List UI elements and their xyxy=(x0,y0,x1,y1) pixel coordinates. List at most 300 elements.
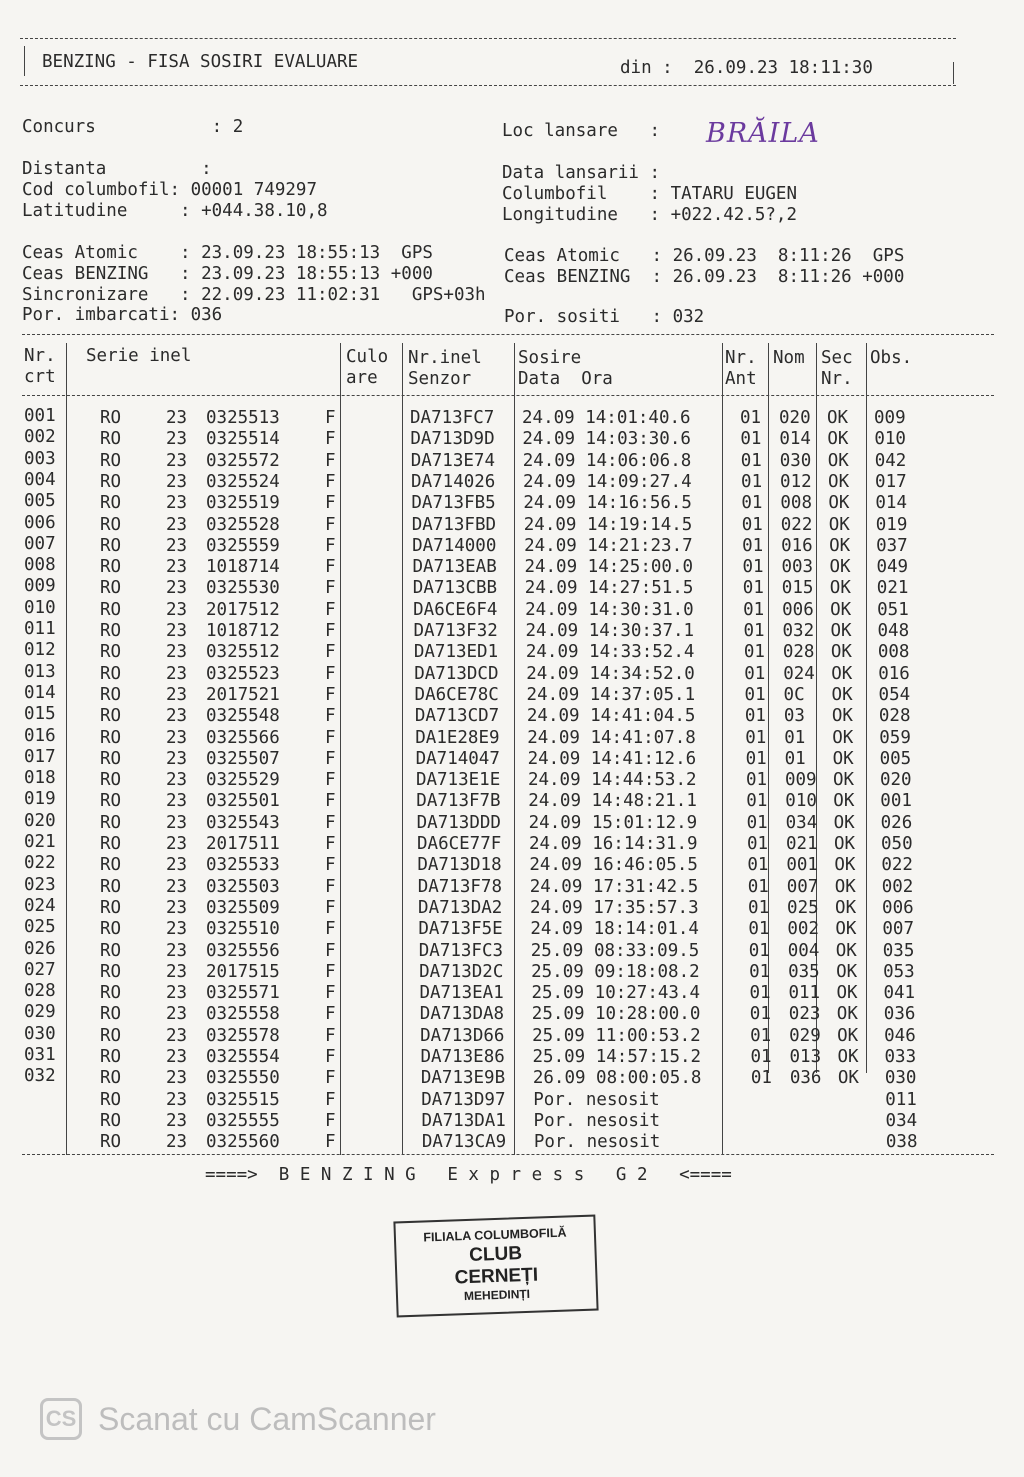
cell-antenna: 01 xyxy=(750,1068,772,1089)
cell-year: 23 xyxy=(166,684,188,705)
cell-country: RO xyxy=(100,727,122,748)
cell-sensor: DA713FB5 xyxy=(411,493,496,514)
cell-sex: F xyxy=(325,408,336,428)
cell-obs: 048 xyxy=(877,621,910,641)
cell-nr: 029 xyxy=(24,1002,56,1023)
cell-sex: F xyxy=(325,471,336,492)
cell-nom: 013 xyxy=(789,1047,822,1067)
cell-arrival: 26.09 08:00:05.8 xyxy=(532,1068,702,1089)
cell-nom: 029 xyxy=(789,1025,821,1046)
cell-arrival: 24.09 14:48:21.1 xyxy=(528,791,697,812)
cell-nom: 034 xyxy=(785,812,818,833)
cell-sensor: DA713F32 xyxy=(413,621,498,641)
cell-ring: 1018714 xyxy=(206,557,280,578)
report-date xyxy=(620,58,873,78)
data-lansarii: Data lansarii : xyxy=(502,163,661,183)
cell-antenna: 01 xyxy=(746,812,768,833)
cell-year: 23 xyxy=(166,919,188,940)
cell-nr: 011 xyxy=(24,619,56,639)
cell-sex: F xyxy=(325,663,336,684)
cell-ring: 0325578 xyxy=(206,1025,280,1046)
cell-obs: 053 xyxy=(883,961,915,982)
cell-country: RO xyxy=(100,642,122,663)
cell-sensor: DA713D18 xyxy=(417,855,502,876)
header-nrinel-2: Senzor xyxy=(408,369,472,389)
cell-antenna: 01 xyxy=(742,578,764,599)
cell-sensor: DA713D9D xyxy=(410,429,495,450)
cell-ring: 0325548 xyxy=(206,706,280,727)
cell-nr: 030 xyxy=(24,1023,56,1044)
cell-year: 23 xyxy=(166,727,188,748)
cell-year: 23 xyxy=(166,897,188,918)
cell-obs: 054 xyxy=(878,684,911,705)
col-divider xyxy=(402,343,403,1155)
cell-sensor: DA713EAB xyxy=(412,557,497,578)
cell-antenna: 01 xyxy=(747,855,769,876)
cell-antenna: 01 xyxy=(747,876,769,897)
cell-year: 23 xyxy=(166,1068,188,1089)
cell-nom: 03 xyxy=(783,706,805,727)
cell-ring: 1018712 xyxy=(206,621,280,641)
table-top-rule xyxy=(22,334,994,335)
header-box xyxy=(20,38,956,92)
cell-antenna: 01 xyxy=(743,599,765,620)
cell-sensor: DA713F5E xyxy=(418,919,503,940)
col-divider xyxy=(514,343,515,1155)
cell-ring: 0325554 xyxy=(206,1047,280,1067)
cell-year: 23 xyxy=(166,450,188,471)
cell-country: RO xyxy=(100,578,122,599)
cell-sec: OK xyxy=(828,493,850,514)
club-stamp xyxy=(393,1215,598,1318)
cell-nr: 028 xyxy=(24,981,56,1002)
cell-arrival: 24.09 14:01:40.6 xyxy=(522,408,691,428)
header-left-bar xyxy=(24,46,25,76)
cell-obs: 017 xyxy=(875,471,907,492)
cell-nom: 008 xyxy=(780,493,812,514)
cell-antenna: 01 xyxy=(743,621,765,641)
cell-obs: 042 xyxy=(874,450,907,471)
cell-ring: 0325519 xyxy=(206,493,280,514)
cell-arrival: 24.09 15:01:12.9 xyxy=(528,812,698,833)
stamp-line-4: MEHEDINȚI xyxy=(463,1286,531,1304)
cell-arrival: 25.09 08:33:09.5 xyxy=(530,940,700,961)
cell-sec: OK xyxy=(831,684,853,705)
cell-ring: 0325528 xyxy=(206,514,280,535)
cell-sex: F xyxy=(325,535,336,556)
cell-sensor: DA713D97 xyxy=(421,1089,506,1110)
cell-nr: 032 xyxy=(24,1066,56,1087)
cell-year: 23 xyxy=(166,961,188,982)
loc-lansare-handwritten: BRĂILA xyxy=(706,118,820,149)
cell-antenna: 01 xyxy=(749,961,771,982)
cell-sec: OK xyxy=(835,919,857,940)
cell-year: 23 xyxy=(166,706,188,727)
cell-country: RO xyxy=(100,897,122,918)
header-nrant-2: Ant xyxy=(725,369,757,389)
cell-sex: F xyxy=(325,727,336,748)
cell-sensor: DA713CBB xyxy=(412,578,498,599)
cell-sex: F xyxy=(325,748,336,769)
header-nrant-1: Nr. xyxy=(725,348,757,368)
cell-year: 23 xyxy=(166,1132,188,1153)
cell-obs: 021 xyxy=(876,578,909,599)
longitudine: Longitudine : +022.42.5?,2 xyxy=(502,205,798,225)
cell-arrival: 24.09 14:25:00.0 xyxy=(524,557,694,578)
cell-ring: 0325543 xyxy=(206,812,280,833)
stamp-line-3: CERNEȚI xyxy=(454,1264,539,1289)
cell-country: RO xyxy=(100,983,122,1004)
cell-sec: OK xyxy=(833,791,855,812)
cell-antenna: 01 xyxy=(740,450,762,471)
cell-antenna: 01 xyxy=(740,429,762,450)
cell-nom: 006 xyxy=(782,599,814,620)
cell-nom: 0C xyxy=(783,684,805,705)
cell-antenna: 01 xyxy=(745,770,768,791)
cell-year: 23 xyxy=(166,876,188,897)
cell-country: RO xyxy=(100,1132,122,1153)
cell-sex: F xyxy=(325,855,336,876)
cell-arrival: 25.09 14:57:15.2 xyxy=(532,1047,702,1067)
cell-nr: 005 xyxy=(24,491,56,512)
cell-sensor: DA713EA1 xyxy=(419,983,504,1004)
cell-sec: OK xyxy=(835,940,857,961)
cell-sec: OK xyxy=(831,706,853,727)
cell-sec: OK xyxy=(829,557,851,578)
cell-nom: 012 xyxy=(780,471,812,492)
cell-sec: OK xyxy=(834,855,856,876)
cell-obs: 037 xyxy=(876,535,908,556)
cell-sex: F xyxy=(325,961,336,982)
cell-arrival: 24.09 14:34:52.0 xyxy=(526,663,695,684)
cell-antenna: 01 xyxy=(744,684,766,705)
cell-sensor: DA713FBD xyxy=(411,514,497,535)
cell-nom: 01 xyxy=(784,727,806,748)
cell-sex: F xyxy=(325,1047,336,1067)
cell-sex: F xyxy=(325,557,336,578)
cell-nr: 014 xyxy=(24,682,56,703)
cell-sex: F xyxy=(325,940,336,961)
cell-year: 23 xyxy=(166,770,188,791)
cell-obs: 041 xyxy=(883,983,916,1004)
cell-sec: OK xyxy=(830,621,852,641)
cell-arrival: 24.09 17:31:42.5 xyxy=(529,876,699,897)
cell-sensor: DA713F78 xyxy=(417,876,502,897)
cell-country: RO xyxy=(100,919,122,940)
cell-sec: OK xyxy=(836,1004,858,1025)
concurs: Concurs : 2 xyxy=(22,117,244,137)
por-imbarcati: Por. imbarcati: 036 xyxy=(22,305,223,325)
cell-sex: F xyxy=(325,791,336,812)
header-serie: Serie inel xyxy=(86,346,192,366)
header-culo-2: are xyxy=(346,368,378,388)
cell-year: 23 xyxy=(166,663,188,684)
cell-obs: 022 xyxy=(881,855,913,876)
cell-obs: 020 xyxy=(879,770,912,791)
cell-arrival: 24.09 14:03:30.6 xyxy=(522,429,691,450)
cell-obs: 001 xyxy=(880,791,912,812)
cell-year: 23 xyxy=(166,983,188,1004)
cell-nr: 006 xyxy=(24,512,56,533)
cell-arrival: Por. nesosit xyxy=(533,1110,660,1131)
cell-country: RO xyxy=(100,599,122,620)
cell-nom: 015 xyxy=(781,578,814,599)
cell-sec: OK xyxy=(837,1047,859,1067)
cell-nom: 001 xyxy=(786,855,818,876)
cell-nom: 009 xyxy=(784,770,817,791)
cell-nr: 025 xyxy=(24,917,56,938)
cell-nr: 027 xyxy=(24,959,56,980)
loc-lansare-label: Loc lansare : xyxy=(502,121,661,141)
cell-nr: 024 xyxy=(24,895,56,916)
cell-nom: 011 xyxy=(788,983,821,1004)
cell-obs: 051 xyxy=(877,599,909,620)
cell-arrival: Por. nesosit xyxy=(533,1089,660,1110)
cell-year: 23 xyxy=(166,1089,188,1110)
cell-obs: 008 xyxy=(877,642,910,663)
header-nrinel-1: Nr.inel xyxy=(408,348,482,368)
por-sositi: Por. sositi : 032 xyxy=(504,307,705,327)
header-bottom-border xyxy=(20,85,956,86)
cell-sex: F xyxy=(325,642,336,663)
cell-ring: 0325513 xyxy=(206,408,280,428)
cell-year: 23 xyxy=(166,471,188,492)
cell-sensor: DA6CE77F xyxy=(417,834,502,854)
cell-year: 23 xyxy=(166,1004,188,1025)
cell-sensor: DA714000 xyxy=(412,535,497,556)
cell-country: RO xyxy=(100,450,122,471)
cell-antenna: 01 xyxy=(748,940,770,961)
cell-country: RO xyxy=(100,748,122,769)
cell-sensor: DA713E9B xyxy=(420,1068,506,1089)
cell-year: 23 xyxy=(166,429,188,450)
cell-arrival: 24.09 14:33:52.4 xyxy=(525,642,695,663)
cell-country: RO xyxy=(100,1089,122,1110)
cell-ring: 0325572 xyxy=(206,450,280,471)
cell-ring: 0325550 xyxy=(206,1068,280,1089)
footer-banner: ====> B E N Z I N G E x p r e s s G 2 <==== xyxy=(205,1165,732,1185)
cell-ring: 0325566 xyxy=(206,727,280,748)
columbofil: Columbofil : TATARU EUGEN xyxy=(502,184,798,204)
cell-sex: F xyxy=(325,578,336,599)
document-title: BENZING - FISA SOSIRI EVALUARE xyxy=(42,52,359,72)
report-date-value: 26.09.23 18:11:30 xyxy=(693,58,873,78)
cell-sex: F xyxy=(325,684,336,705)
cell-nom: 022 xyxy=(780,514,813,535)
cell-sex: F xyxy=(325,812,336,833)
cell-antenna: 01 xyxy=(745,727,767,748)
cell-arrival: 25.09 10:28:00.0 xyxy=(531,1004,701,1025)
cell-sensor: DA713ED1 xyxy=(413,642,499,663)
cell-sensor: DA713CA9 xyxy=(421,1132,507,1153)
cell-nom: 030 xyxy=(779,450,812,471)
cell-obs: 009 xyxy=(874,408,906,428)
col-divider xyxy=(340,343,341,1155)
cell-obs: 046 xyxy=(884,1025,916,1046)
ceas-atomic-end: Ceas Atomic : 26.09.23 8:11:26 GPS xyxy=(504,246,905,266)
cell-obs: 034 xyxy=(885,1110,918,1131)
cell-sensor: DA713DA2 xyxy=(418,897,503,918)
cell-sex: F xyxy=(325,983,336,1004)
cell-nom: 021 xyxy=(786,834,818,854)
cell-country: RO xyxy=(100,1110,122,1131)
cell-obs: 007 xyxy=(882,919,914,940)
cell-arrival: 24.09 14:16:56.5 xyxy=(523,493,692,514)
cell-ring: 0325503 xyxy=(206,876,280,897)
cell-sensor: DA713F7B xyxy=(416,791,501,812)
cell-nr: 017 xyxy=(24,746,56,767)
cell-ring: 0325529 xyxy=(206,770,280,791)
cell-nr: 007 xyxy=(24,533,56,554)
cell-country: RO xyxy=(100,493,122,514)
cell-ring: 0325509 xyxy=(206,897,280,918)
cell-sec: OK xyxy=(835,897,857,918)
cell-antenna: 01 xyxy=(746,791,768,812)
cell-nr: 021 xyxy=(24,832,56,852)
cell-sensor: DA6CE78C xyxy=(414,684,499,705)
cell-obs: 050 xyxy=(881,834,913,854)
cell-antenna: 01 xyxy=(750,1025,772,1046)
cell-sec: OK xyxy=(833,812,855,833)
cell-sec: OK xyxy=(832,770,855,791)
cell-obs: 006 xyxy=(882,897,914,918)
cell-sex: F xyxy=(325,450,336,471)
cell-nr: 026 xyxy=(24,938,56,959)
cell-sec: OK xyxy=(828,471,850,492)
cell-sensor: DA713D2C xyxy=(419,961,504,982)
cell-sensor: DA713E1E xyxy=(415,770,501,791)
cell-obs: 011 xyxy=(885,1089,917,1110)
cell-nr: 013 xyxy=(24,661,56,682)
col-divider xyxy=(866,343,867,1073)
cell-sensor: DA713FC7 xyxy=(410,408,495,428)
cell-nom: 020 xyxy=(779,408,811,428)
cell-sex: F xyxy=(325,1089,336,1110)
cell-country: RO xyxy=(100,535,122,556)
cell-nom: 028 xyxy=(782,642,815,663)
cell-ring: 0325530 xyxy=(206,578,280,599)
cell-sex: F xyxy=(325,919,336,940)
cell-arrival: 24.09 14:27:51.5 xyxy=(524,578,694,599)
cell-ring: 0325501 xyxy=(206,791,280,812)
latitudine: Latitudine : +044.38.10,8 xyxy=(22,201,328,221)
cell-country: RO xyxy=(100,663,122,684)
cell-year: 23 xyxy=(166,834,188,854)
stamp-line-1: FILIALA COLUMBOFILĂ xyxy=(423,1225,567,1245)
cell-nom: 016 xyxy=(781,535,813,556)
cell-sec: OK xyxy=(830,599,852,620)
cell-sensor: DA713E74 xyxy=(410,450,495,471)
ceas-benzing-start: Ceas BENZING : 23.09.23 18:55:13 +000 xyxy=(22,264,433,284)
cell-year: 23 xyxy=(166,791,188,812)
cell-antenna: 01 xyxy=(743,642,765,663)
cell-antenna: 01 xyxy=(740,408,762,428)
cell-obs: 030 xyxy=(884,1068,917,1089)
cell-nr: 012 xyxy=(24,640,56,661)
cell-nr: 003 xyxy=(24,448,56,469)
cell-sex: F xyxy=(325,599,336,620)
cell-obs: 010 xyxy=(874,429,906,450)
stamp-line-2: CLUB xyxy=(468,1243,523,1266)
cell-sensor: DA713DA1 xyxy=(421,1110,506,1131)
cell-sec: OK xyxy=(827,450,849,471)
cell-nom: 032 xyxy=(782,621,815,641)
cell-antenna: 01 xyxy=(742,557,764,578)
cell-nr: 023 xyxy=(24,874,56,895)
cell-sec: OK xyxy=(836,983,858,1004)
cell-sec: OK xyxy=(829,535,851,556)
col-divider xyxy=(66,343,67,1155)
cell-arrival: 24.09 14:21:23.7 xyxy=(524,535,693,556)
cell-antenna: 01 xyxy=(742,535,764,556)
cell-arrival: 24.09 16:14:31.9 xyxy=(529,834,698,854)
cell-year: 23 xyxy=(166,748,188,769)
cell-antenna: 01 xyxy=(749,983,771,1004)
cell-obs: 026 xyxy=(880,812,913,833)
cell-arrival: 24.09 14:30:31.0 xyxy=(525,599,694,620)
cell-arrival: 25.09 10:27:43.4 xyxy=(531,983,701,1004)
sincronizare: Sincronizare : 22.09.23 11:02:31 GPS+03h xyxy=(22,285,486,305)
cell-country: RO xyxy=(100,621,122,641)
cell-arrival: 24.09 16:46:05.5 xyxy=(529,855,698,876)
cell-ring: 0325571 xyxy=(206,983,280,1004)
cell-sec: OK xyxy=(832,727,854,748)
cell-nom: 01 xyxy=(784,748,806,769)
cell-country: RO xyxy=(100,514,122,535)
cell-sex: F xyxy=(325,493,336,514)
cell-country: RO xyxy=(100,812,122,833)
cell-arrival: 24.09 14:44:53.2 xyxy=(527,770,697,791)
cell-ring: 2017515 xyxy=(206,961,280,982)
cell-nr: 009 xyxy=(24,576,56,597)
cell-year: 23 xyxy=(166,812,188,833)
cell-year: 23 xyxy=(166,493,188,514)
cell-sec: OK xyxy=(837,1068,859,1089)
cell-ring: 0325556 xyxy=(206,940,280,961)
cell-country: RO xyxy=(100,791,122,812)
cell-arrival: 24.09 14:41:07.8 xyxy=(527,727,696,748)
cell-ring: 2017521 xyxy=(206,684,280,705)
cell-country: RO xyxy=(100,1068,122,1089)
cell-country: RO xyxy=(100,961,122,982)
cell-obs: 036 xyxy=(883,1004,916,1025)
cell-sec: OK xyxy=(828,514,850,535)
cell-arrival: 25.09 11:00:53.2 xyxy=(532,1025,701,1046)
camscanner-text: Scanat cu CamScanner xyxy=(98,1400,436,1437)
report-date-label: din : xyxy=(620,58,673,78)
cell-sex: F xyxy=(325,770,336,791)
header-right-bar xyxy=(953,62,954,84)
cell-ring: 0325524 xyxy=(206,471,280,492)
cell-year: 23 xyxy=(166,855,188,876)
cell-sex: F xyxy=(325,514,336,535)
cell-obs: 038 xyxy=(885,1132,918,1153)
cell-obs: 035 xyxy=(882,940,915,961)
cell-antenna: 01 xyxy=(749,1004,771,1025)
cell-sec: OK xyxy=(829,578,851,599)
cell-sensor: DA714047 xyxy=(415,748,500,769)
header-nr-2: crt xyxy=(24,367,56,387)
cell-obs: 059 xyxy=(879,727,911,748)
cell-year: 23 xyxy=(166,940,188,961)
cell-nom: 036 xyxy=(789,1068,822,1089)
cell-country: RO xyxy=(100,429,122,450)
cell-country: RO xyxy=(100,408,122,428)
cell-sex: F xyxy=(325,897,336,918)
cell-sensor: DA713DDD xyxy=(416,812,501,833)
cell-ring: 0325514 xyxy=(206,429,280,450)
cell-ring: 0325507 xyxy=(206,748,280,769)
